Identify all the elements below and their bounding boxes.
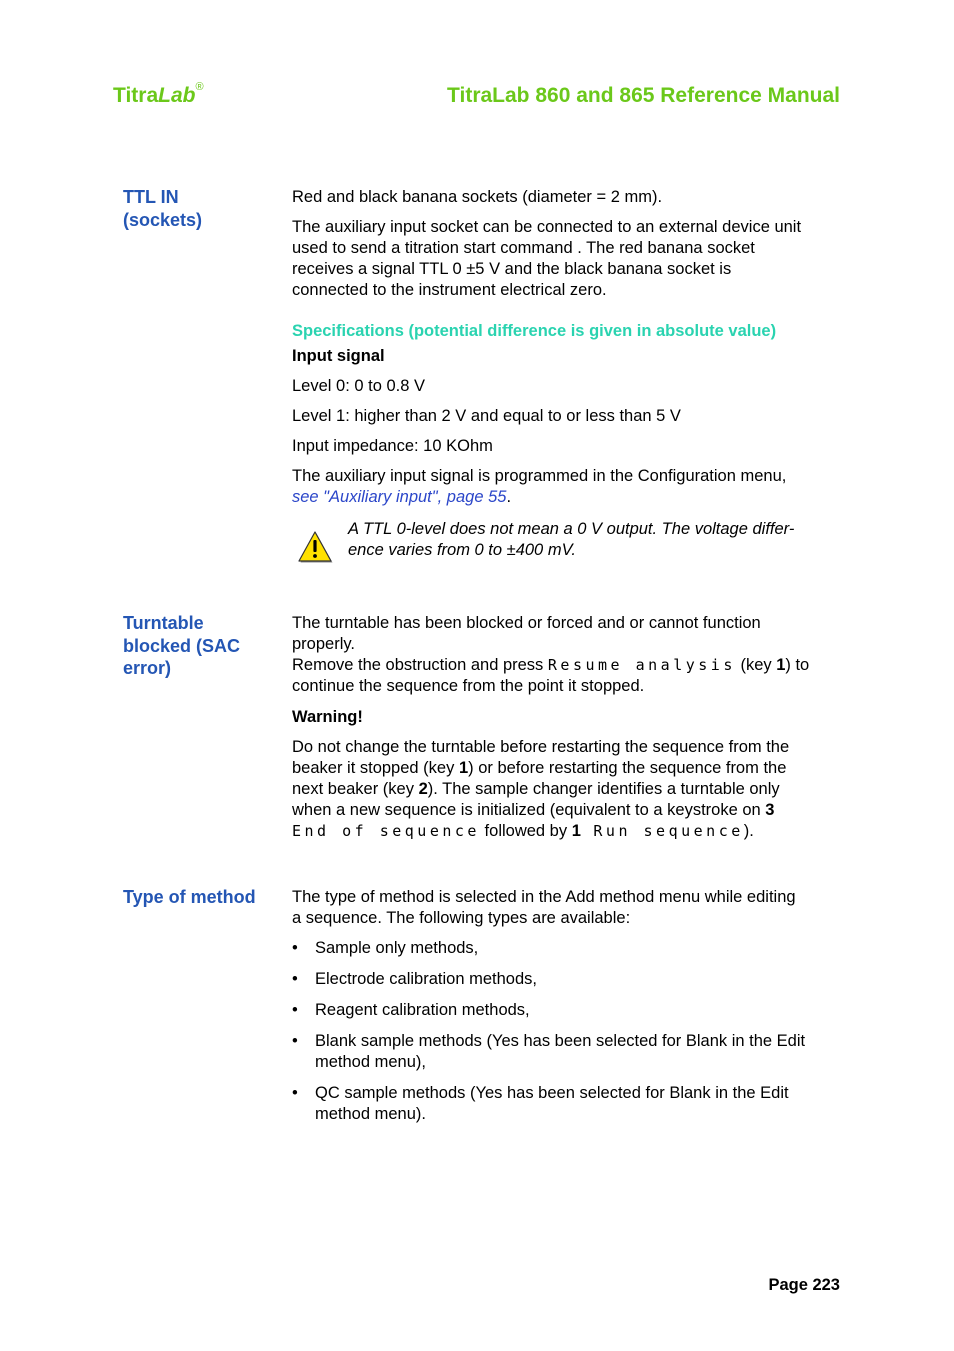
specifications-heading: Specifications (potential difference is given in absolute value): [292, 322, 777, 340]
heading-line: blocked (SAC: [123, 635, 241, 656]
heading-line: Turntable: [123, 613, 204, 633]
section-heading-method: Type of method: [123, 887, 256, 907]
turntable-body: [292, 613, 837, 842]
level0-text: Level 0: 0 to 0.8 V: [292, 377, 426, 395]
list-item: • Sample only methods,: [292, 939, 479, 957]
warning-note: A TTL 0-level does not mean a 0 V output. The voltage differ- ence varies from 0 to ±400 mV.: [348, 520, 795, 559]
paragraph: The auxiliary input socket can be connected to an external device unit used to send a titration start command . The red banana socket receives a signal TTL 0 ±5 V and the black banana socket is connected to the instrument electrical zero.: [292, 218, 802, 299]
heading-line: TTL IN: [123, 187, 179, 207]
list-item: • QC sample methods (Yes has been selected for Blank in the Edit method menu).: [292, 1084, 789, 1123]
page-number: Page 223: [768, 1276, 840, 1294]
list-item: • Reagent calibration methods,: [292, 1001, 530, 1019]
paragraph: The type of method is selected in the Add method menu while editing a sequence. The following types are available:: [292, 888, 796, 927]
level1-text: Level 1: higher than 2 V and equal to or less than 5 V: [292, 407, 681, 425]
paragraph: The turntable has been blocked or forced and or cannot function properly. Remove the obstruction and press Resume analysis (key 1) to continue the sequence from the point it stopped.: [292, 614, 810, 695]
list-item: • Blank sample methods (Yes has been selected for Blank in the Edit method menu),: [292, 1032, 806, 1071]
end-of-sequence-key: End of sequence: [292, 822, 480, 840]
brand-text-a: Titra: [113, 84, 159, 107]
run-sequence-key: Run sequence: [580, 822, 744, 840]
brand-text-b: Lab: [158, 84, 196, 107]
paragraph: Red and black banana sockets (diameter = 2 mm).: [292, 188, 663, 206]
heading-line: error): [123, 658, 172, 678]
brand-logo: [113, 81, 204, 108]
input-signal-label: Input signal: [292, 347, 385, 365]
section-heading-turntable: [123, 612, 273, 680]
method-body: [292, 887, 837, 1125]
paragraph: Do not change the turntable before restarting the sequence from the beaker it stopped (key 1) or before restarting the sequence from the next beaker (key 2). The sample changer identifies a turntable only when a new sequence is initialized (equivalent to a keystroke on 3 End of sequence followed by 1 Run sequence).: [292, 738, 790, 840]
warning-icon: [297, 528, 333, 564]
auxiliary-input-link[interactable]: see "Auxiliary input", page 55: [292, 488, 507, 506]
manual-title: TitraLab 860 and 865 Reference Manual: [447, 84, 840, 107]
resume-analysis-key: Resume analysis: [547, 656, 736, 674]
warning-label: Warning!: [292, 708, 363, 726]
paragraph: The auxiliary input signal is programmed in the Configuration menu, see "Auxiliary input", page 55.: [292, 467, 787, 506]
impedance-text: Input impedance: 10 KOhm: [292, 437, 493, 455]
ttl-body: [292, 187, 837, 508]
list-item: • Electrode calibration methods,: [292, 970, 537, 988]
registered-mark: ®: [195, 81, 204, 93]
section-heading-ttl: [123, 186, 273, 231]
method-type-list: [292, 938, 837, 1125]
heading-line: (sockets): [123, 209, 203, 230]
